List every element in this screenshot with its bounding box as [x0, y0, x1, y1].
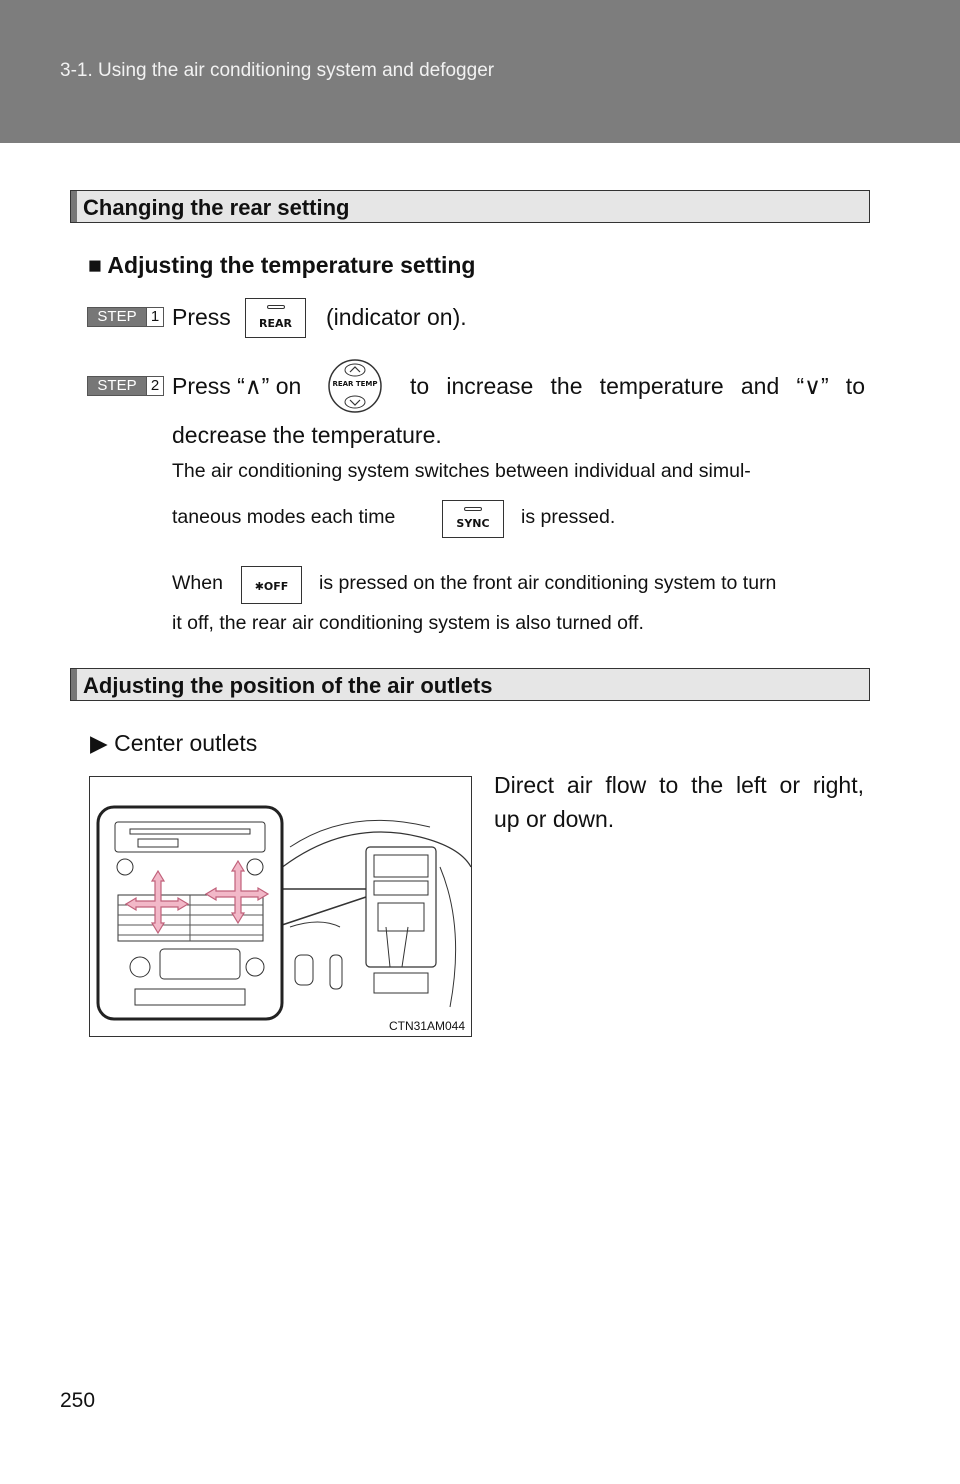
section-marker	[71, 191, 77, 222]
section-title: Adjusting the position of the air outlets	[83, 673, 493, 698]
indicator-light	[267, 305, 285, 309]
note-sync-line2-before: taneous modes each time	[172, 506, 396, 528]
note-off-before: When	[172, 572, 223, 594]
section-heading-rear-setting	[70, 190, 870, 223]
indicator-light	[464, 507, 482, 511]
step-number: 1	[146, 308, 163, 326]
step-label: STEP	[88, 377, 146, 395]
step-1-badge	[87, 307, 164, 327]
page-header	[0, 0, 960, 143]
step-2-text-after: to increase the temperature and “∨” to	[410, 373, 865, 399]
step-2-text-line2: decrease the temperature.	[172, 422, 442, 448]
step-number: 2	[146, 377, 163, 395]
note-off-after: is pressed on the front air conditioning system to turn	[319, 572, 777, 594]
outlet-description-line2: up or down.	[494, 806, 615, 832]
section-marker	[71, 669, 77, 700]
dial-label: REAR TEMP	[332, 380, 378, 388]
section-heading-air-outlets	[70, 668, 870, 701]
note-sync-line2-after: is pressed.	[521, 506, 616, 528]
bullet-center-outlets: ▶ Center outlets	[90, 730, 258, 756]
section-title: Changing the rear setting	[83, 195, 350, 220]
chapter-title: 3-1. Using the air conditioning system and defogger	[60, 60, 495, 81]
note-off-line2: it off, the rear air conditioning system is also turned off.	[172, 612, 644, 634]
step-2-text-before: Press “∧” on	[172, 373, 302, 399]
page-number: 250	[60, 1389, 96, 1412]
off-button-icon: ✱OFF	[241, 566, 302, 604]
center-outlets-illustration	[89, 776, 472, 1037]
step-1-text-before: Press	[172, 304, 231, 330]
step-1-text-after: (indicator on).	[326, 304, 467, 330]
dashboard-drawing	[90, 777, 471, 1036]
figure-code: CTN31AM044	[388, 1019, 465, 1033]
sync-button-icon: SYNC	[442, 500, 504, 538]
note-sync-line1: The air conditioning system switches between individual and simul-	[172, 460, 751, 482]
rear-button-icon: REAR	[245, 298, 306, 338]
step-2-badge	[87, 376, 164, 396]
subheading-temperature: ■ Adjusting the temperature setting	[88, 252, 476, 278]
outlet-description-line1: Direct air flow to the left or right,	[494, 772, 864, 798]
step-label: STEP	[88, 308, 146, 326]
rear-temp-dial-icon	[325, 358, 385, 414]
